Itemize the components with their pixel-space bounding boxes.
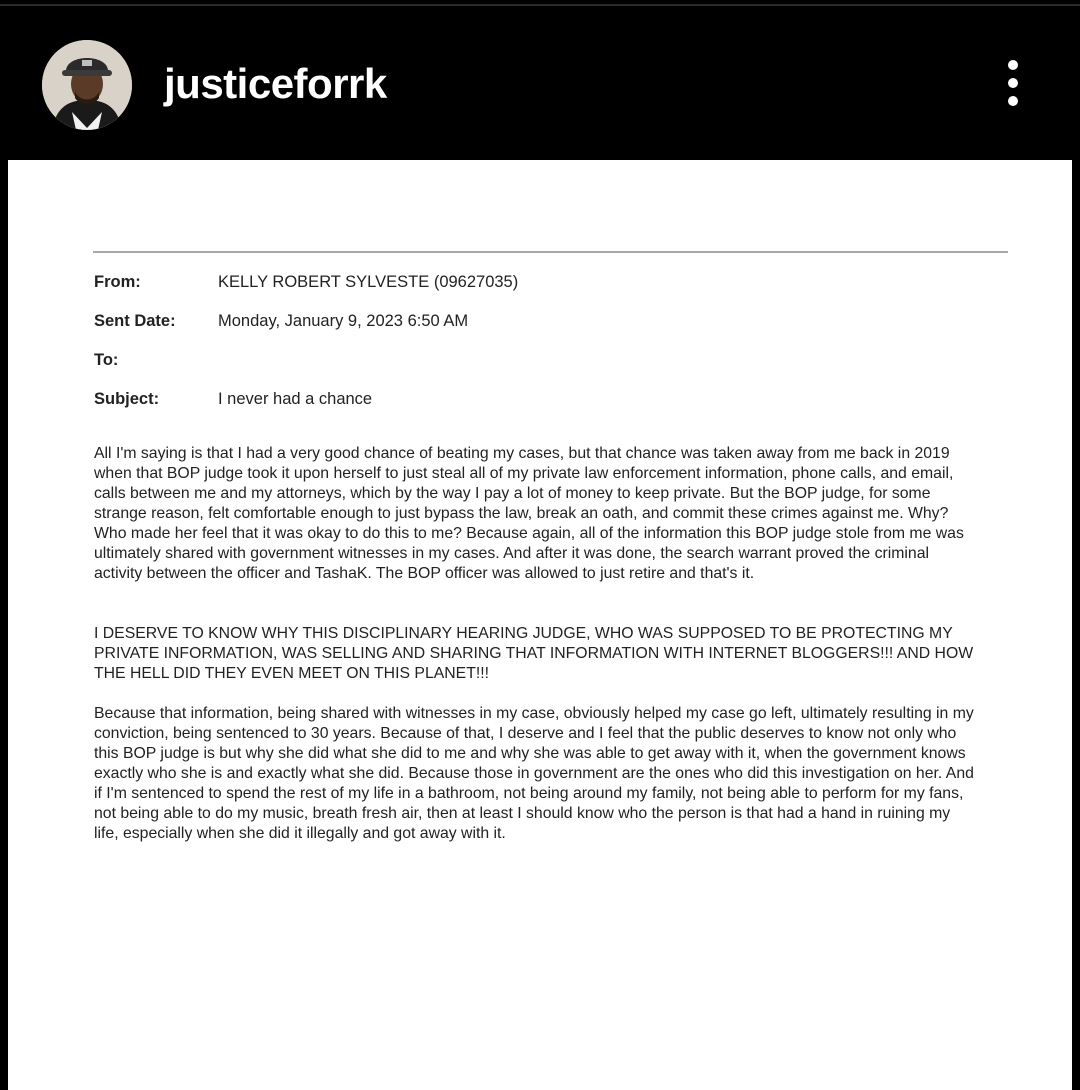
dot (1008, 78, 1018, 88)
profile-avatar[interactable] (42, 40, 132, 130)
post-header (0, 0, 1080, 160)
dot (1008, 60, 1018, 70)
email-document (8, 160, 1072, 1090)
username[interactable]: justiceforrk (164, 60, 387, 107)
sent-date-label: Sent Date: (94, 312, 176, 330)
body-paragraph-2: I DESERVE TO KNOW WHY THIS DISCIPLINARY HEARING JUDGE, WHO WAS SUPPOSED TO BE PROTECTING MY PRIVATE INFORMATION, WAS SELLING AND SHARING THAT INFORMATION WITH INTERNET BLOGGERS!!! AND HOW THE HELL DID THEY EVEN MEET ON THIS PLANET!!! (94, 625, 974, 682)
header-divider (0, 4, 1080, 6)
to-label: To: (94, 351, 119, 369)
from-label: From: (94, 273, 141, 291)
sent-date-value: Monday, January 9, 2023 6:50 AM (218, 312, 469, 330)
dot (1008, 96, 1018, 106)
from-value: KELLY ROBERT SYLVESTE (09627035) (218, 273, 519, 291)
subject-value: I never had a chance (218, 390, 373, 408)
subject-label: Subject: (94, 390, 160, 408)
more-vertical-icon[interactable] (1000, 56, 1028, 112)
header-rule (93, 251, 1008, 253)
body-paragraph-3: Because that information, being shared with witnesses in my case, obviously helped my case go left, ultimately resulting in my conviction, being sentenced to 30 years. Because of that, I deserve and I feel that the public deserves to know not only who this BOP judge is but why she did what she did to me and why she was able to get away with it, when the government knows exactly who she is and exactly what she did. Because those in government are the ones who did this investigation on her. And if I'm sentenced to spend the rest of my life in a bathroom, not being around my family, not being able to perform for my fans, not being able to do my music, breath fresh air, then at least I should know who the person is that had a hand in ruining my life, especially when she did it illegally and got away with it. (94, 705, 974, 842)
body-paragraph-1: All I'm saying is that I had a very good chance of beating my cases, but that chance was taken away from me back in 2019 when that BOP judge took it upon herself to just steal all of my private law enforcement information, phone calls, and email, calls between me and my attorneys, which by the way I pay a lot of money to keep private. But the BOP judge, for some strange reason, felt comfortable enough to just bypass the law, break an oath, and commit these crimes against me. Why? Who made her feel that it was okay to do this to me? Because again, all of the information this BOP judge stole from me was ultimately shared with government witnesses in my cases. And after it was done, the search warrant proved the criminal activity between the officer and TashaK. The BOP officer was allowed to just retire and that's it. (94, 445, 964, 582)
avatar-image (42, 40, 132, 130)
